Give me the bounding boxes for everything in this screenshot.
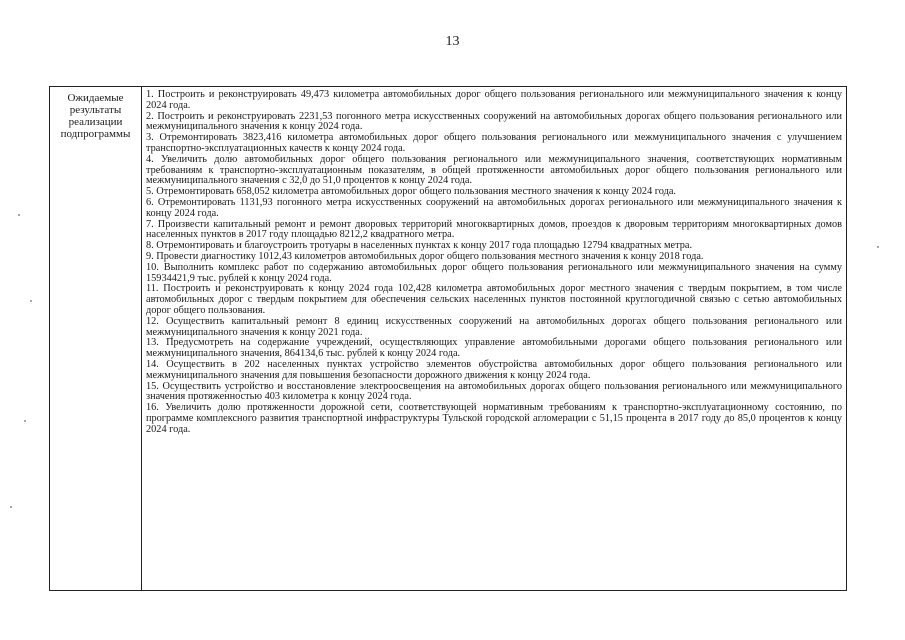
result-item: 12. Осуществить капитальный ремонт 8 единиц искусственных сооружений на автомобильных дорогах общего пользования регионального или межмуниципального значения к концу 2021 года. — [146, 315, 842, 338]
result-item: 13. Предусмотреть на содержание учреждений, осуществляющих управление автомобильными дорогами общего пользования регионального или межмуниципального значения, 864134,6 тыс. рублей к концу 2024 года. — [146, 337, 842, 360]
row-label: Ожидаемые результаты реализации подпрограммы — [50, 87, 142, 590]
result-item: 6. Отремонтировать 1131,93 погонного метра искусственных сооружений на автомобильных дорогах регионального или межмуниципального значения к концу 2024 года. — [146, 196, 842, 219]
result-item: 14. Осуществить в 202 населенных пунктах устройство элементов обустройства автомобильных дорог общего пользования регионального или межмуниципального значения для повышения безопасности дорожного движения к концу 2024 года. — [146, 358, 842, 381]
result-item: 9. Провести диагностику 1012,43 километров автомобильных дорог общего пользования местного значения к концу 2018 года. — [146, 250, 704, 262]
result-item: 15. Осуществить устройство и восстановление электроосвещения на автомобильных дорогах общего пользования регионального или межмуниципального значения протяженностью 403 километра к концу 2024 года. — [146, 380, 842, 403]
page-number: 13 — [445, 34, 460, 49]
result-item: 16. Увеличить долю протяженности дорожной сети, соответствующей нормативным требованиям к транспортно-эксплуатационному состоянию, по программе комплексного развития транспортной инфраструктуры Тульской городской агломерации с 51,15 процента в 2017 году до 85,0 процентов к концу 2024 года. — [146, 402, 842, 435]
result-item: 4. Увеличить долю автомобильных дорог общего пользования регионального или межмуниципального значения, соответствующих нормативным требованиям к транспортно-эксплуатационным показателям, в общей протяженности автомобильных дорог общего пользования регионального или межмуниципального значения с 32,0 до 51,0 процентов к концу 2024 года. — [146, 153, 842, 187]
result-item: 5. Отремонтировать 658,052 километра автомобильных дорог общего пользования местного значения к концу 2024 года. — [146, 186, 676, 198]
result-item: 7. Произвести капитальный ремонт и ремонт дворовых территорий многоквартирных домов, проездов к дворовым территориям многоквартирных домов населенных пунктов в 2017 году площадью 8212,2 квадратного метра. — [146, 218, 842, 241]
results-list — [142, 87, 846, 590]
results-table — [49, 86, 847, 591]
result-item: 2. Построить и реконструировать 2231,53 погонного метра искусственных сооружений на автомобильных дорогах общего пользования регионального или межмуниципального значения к концу 2024 года. — [146, 110, 842, 133]
scan-speck — [877, 246, 879, 248]
scan-speck — [18, 214, 20, 216]
scan-speck — [24, 420, 26, 422]
result-item: 3. Отремонтировать 3823,416 километра автомобильных дорог общего пользования регионального или межмуниципального значения с улучшением транспортно-эксплуатационных качеств к концу 2024 года. — [146, 132, 842, 154]
result-item: 11. Построить и реконструировать к концу 2024 года 102,428 километра автомобильных дорог местного значения с твердым покрытием, в том числе автомобильных дорог с твердым покрытием для обеспечения сельских населенных пунктов постоянной круглогодичной связью с сетью автомобильных дорог общего пользования. — [146, 283, 842, 316]
result-item: 10. Выполнить комплекс работ по содержанию автомобильных дорог общего пользования регионального или межмуниципального значения на сумму 15934421,9 тыс. рублей к концу 2024 года. — [146, 261, 842, 284]
result-item: 8. Отремонтировать и благоустроить тротуары в населенных пунктах к концу 2017 года площадью 12794 квадратных метра. — [146, 240, 693, 252]
scan-speck — [30, 300, 32, 302]
result-item: 1. Построить и реконструировать 49,473 километра автомобильных дорог общего пользования регионального или межмуниципального значения к концу 2024 года. — [146, 89, 842, 111]
scan-speck — [10, 506, 12, 508]
